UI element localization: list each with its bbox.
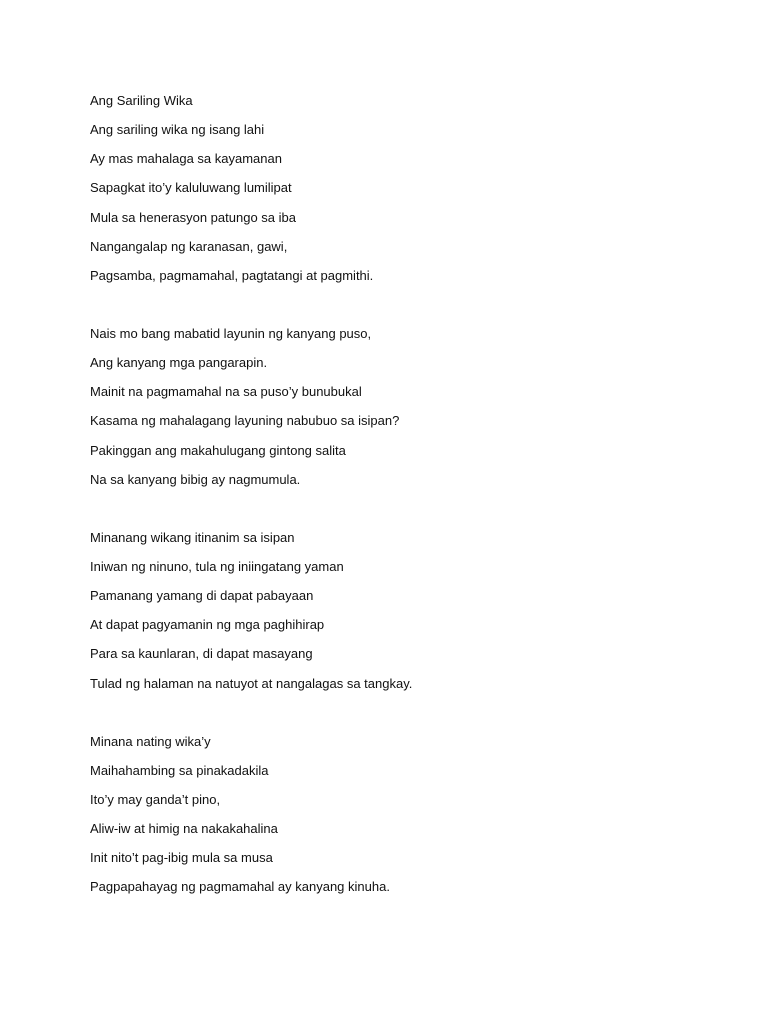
poem-line: Tulad ng halaman na natuyot at nangalagas sa tangkay. bbox=[90, 675, 413, 691]
poem-line: Maihahambing sa pinakadakila bbox=[90, 762, 269, 778]
document-page bbox=[90, 90, 730, 906]
poem-line: Pagsamba, pagmamahal, pagtatangi at pagmithi. bbox=[90, 267, 374, 283]
stanza-4 bbox=[90, 731, 730, 898]
poem-line: Ang kanyang mga pangarapin. bbox=[90, 355, 268, 371]
poem-line: Minanang wikang itinanim sa isipan bbox=[90, 529, 295, 545]
poem-line: Kasama ng mahalagang layuning nabubuo sa isipan? bbox=[90, 413, 400, 429]
poem-line: Sapagkat ito’y kaluluwang lumilipat bbox=[90, 180, 292, 196]
poem-line: Pamanang yamang di dapat pabayaan bbox=[90, 588, 314, 604]
poem-line: Init nito’t pag-ibig mula sa musa bbox=[90, 850, 273, 866]
poem-line: Para sa kaunlaran, di dapat masayang bbox=[90, 646, 313, 662]
poem-line: Nais mo bang mabatid layunin ng kanyang puso, bbox=[90, 325, 372, 341]
stanza-separator bbox=[90, 702, 730, 731]
poem-line: Na sa kanyang bibig ay nagmumula. bbox=[90, 471, 301, 487]
poem-line: Mula sa henerasyon patungo sa iba bbox=[90, 209, 296, 225]
stanza-separator bbox=[90, 498, 730, 527]
poem-line: At dapat pagyamanin ng mga paghihirap bbox=[90, 617, 325, 633]
poem-line: Iniwan ng ninuno, tula ng iniingatang yaman bbox=[90, 558, 344, 574]
poem-line: Ito’y may ganda’t pino, bbox=[90, 791, 221, 807]
stanza-1 bbox=[90, 119, 730, 286]
stanza-3 bbox=[90, 527, 730, 694]
poem-title: Ang Sariling Wika bbox=[90, 93, 193, 108]
poem-line: Aliw-iw at himig na nakakahalina bbox=[90, 821, 278, 837]
stanza-separator bbox=[90, 294, 730, 323]
poem-line: Minana nating wika’y bbox=[90, 733, 211, 749]
poem-line: Ay mas mahalaga sa kayamanan bbox=[90, 151, 282, 167]
poem-line: Nangangalap ng karanasan, gawi, bbox=[90, 238, 288, 254]
poem-line: Mainit na pagmamahal na sa puso’y bunubukal bbox=[90, 384, 362, 400]
poem-line: Ang sariling wika ng isang lahi bbox=[90, 122, 265, 138]
stanza-2 bbox=[90, 323, 730, 490]
poem-line: Pagpapahayag ng pagmamahal ay kanyang kinuha. bbox=[90, 879, 390, 895]
poem-line: Pakinggan ang makahulugang gintong salita bbox=[90, 442, 346, 458]
